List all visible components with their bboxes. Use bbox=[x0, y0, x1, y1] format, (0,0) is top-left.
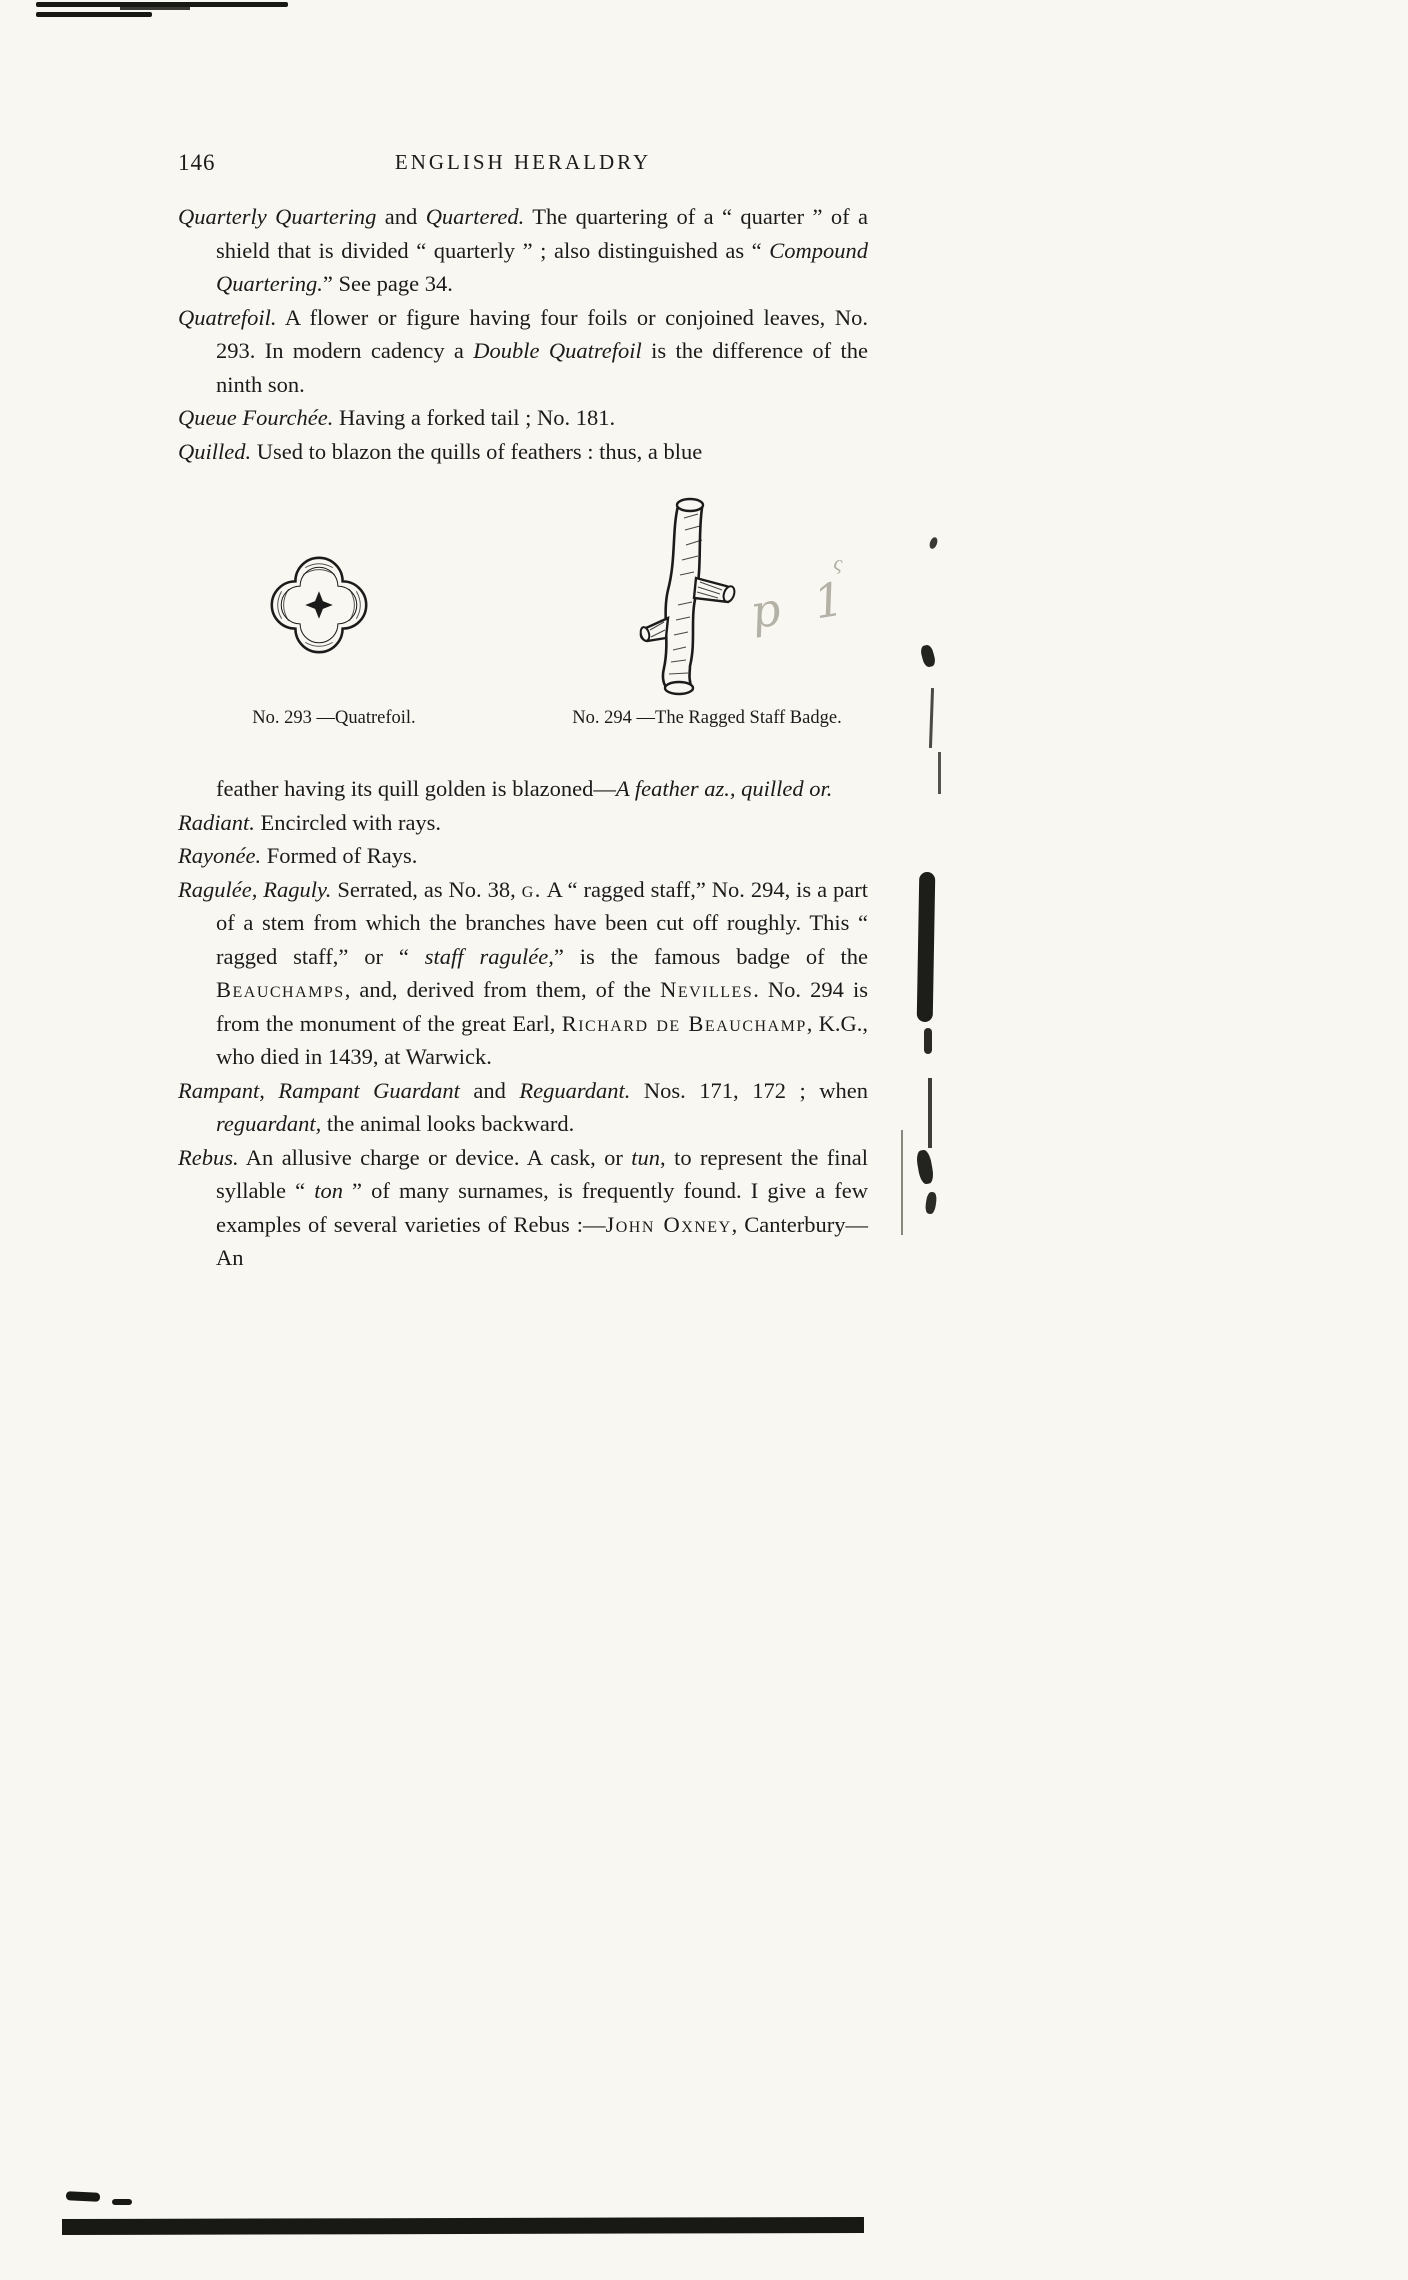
entry-rayonee: Rayonée. Formed of Rays. bbox=[178, 843, 418, 868]
figure-quatrefoil bbox=[260, 546, 378, 664]
scan-artifact-top-bar bbox=[36, 12, 152, 17]
entry-ragulee: Ragulée, Raguly. Serrated, as No. 38, g. A “ ragged staff,” No. 294, is a part of a stem from which the branches have been cut off roughly. This “ ragged staff,” or “ staff ragulée,” is the famous badge of the Beauchamps, and, derived from them, of the Nevilles. No. 294 is from the monument of the great Earl, Richard de Beauchamp, K.G., who died in 1439, at Warwick. bbox=[178, 876, 869, 1069]
scan-artifact-edge-mark bbox=[917, 872, 936, 1022]
figure-ragged-staff bbox=[618, 490, 768, 702]
entry-quarterly-quartering: Quarterly Quartering and Quartered. The quartering of a “ quarter ” of a shield that is divided “ quarterly ” ; also distinguished as “ Compound Quartering.” See page 34. bbox=[178, 204, 868, 296]
scan-artifact-edge-mark bbox=[928, 536, 939, 550]
figure-caption-ragged-staff: No. 294 —The Ragged Staff Badge. bbox=[572, 708, 842, 728]
page-content bbox=[178, 150, 868, 1275]
running-title: ENGLISH HERALDRY bbox=[394, 150, 652, 174]
scan-artifact-bottom-bar bbox=[62, 2217, 864, 2235]
entry-rebus: Rebus. An allusive charge or device. A cask, or tun, to represent the final syllable “ ton ” of many surnames, is frequently found. I give a few examples of several varieties of Rebus :—John Oxney, Canterbury—An bbox=[178, 1144, 869, 1270]
scan-artifact-edge-mark bbox=[924, 1028, 932, 1054]
entry-queue-fourchee: Queue Fourchée. Having a forked tail ; No. 181. bbox=[178, 405, 616, 430]
page-header bbox=[178, 150, 868, 184]
scan-artifact-edge-mark bbox=[929, 688, 934, 748]
entry-radiant: Radiant. Encircled with rays. bbox=[178, 809, 442, 835]
entry-rampant: Rampant, Rampant Guardant and Reguardant. Nos. 171, 172 ; when reguardant, the animal looks backward. bbox=[178, 1077, 868, 1136]
scan-artifact-top-bar bbox=[120, 7, 190, 10]
scan-artifact-edge-mark bbox=[925, 1191, 938, 1214]
quatrefoil-drawing bbox=[260, 546, 378, 664]
pencil-annotation-tick: ς bbox=[831, 549, 846, 576]
entry-quilled: Quilled. Used to blazon the quills of feathers : thus, a blue bbox=[178, 438, 703, 464]
figure-caption-quatrefoil: No. 293 —Quatrefoil. bbox=[252, 708, 416, 728]
page-number: 146 bbox=[178, 150, 216, 175]
scan-artifact-bottom-mark bbox=[66, 2191, 100, 2202]
figure-row bbox=[178, 496, 868, 758]
entry-quilled-continuation: feather having its quill golden is blazoned—A feather az., quilled or. bbox=[216, 776, 833, 801]
scan-artifact-edge-mark bbox=[919, 644, 936, 668]
scan-artifact-edge-mark bbox=[915, 1149, 935, 1185]
scan-artifact-edge-mark bbox=[901, 1130, 903, 1235]
entry-quatrefoil: Quatrefoil. A flower or figure having four foils or conjoined leaves, No. 293. In modern cadency a Double Quatrefoil is the difference of the ninth son. bbox=[178, 304, 868, 397]
ragged-staff-drawing bbox=[618, 490, 768, 702]
scan-artifact-edge-mark bbox=[928, 1078, 932, 1148]
scan-artifact-edge-mark bbox=[938, 752, 941, 794]
scan-artifact-bottom-mark bbox=[112, 2199, 132, 2205]
text-block-lower bbox=[178, 772, 868, 1275]
pencil-annotation: p 1 bbox=[746, 569, 858, 640]
text-block-upper bbox=[178, 200, 868, 468]
